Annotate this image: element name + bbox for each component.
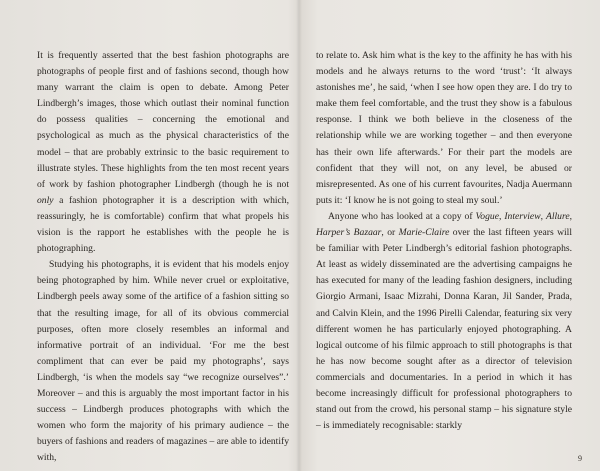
paragraph xyxy=(37,48,289,257)
text-run: a fashion photographer it is a description with which, reassuringly, he is comfortable) confirm that what propels his vision is the rapport he establishes with the people he is photographing. xyxy=(37,194,289,255)
paragraph xyxy=(37,257,289,466)
page-number: 9 xyxy=(578,454,582,463)
text-run: It is frequently asserted that the best fashion photographs are photographs of people first and of fashions second, though how many warrant the claim is open to debate. Among Peter Lindbergh’s images, those which outlast their nominal function do possess qualities – concerning the emotional and psychological as much as the physical characteristics of the model – that are probably extrinsic to the basic requirement to illustrate styles. These highlights from the ten most recent years of work by fashion photographer Lindbergh (though he is not xyxy=(37,50,289,190)
text-run: Anyone who has looked at a copy of xyxy=(328,210,476,222)
italic-text: Interview xyxy=(504,210,541,222)
left-text-column xyxy=(37,48,289,466)
text-run: to relate to. Ask him what is the key to the affinity he has with his models and he always returns to the word ‘trust’: ‘It always astonishes me’, he said, ‘when I see how open they are. I do try to make them feel comfortable, and the trust they show is a fabulous response. I think we both believe in the closeness of the relationship while we are working together – and then everyone has their own life afterwards.’ For their part the models are confident that they will not, on any level, be abused or misrepresented. As one of his current favourites, Nadja Auermann puts it: ‘I know he is not going to steal my soul.’ xyxy=(316,50,572,206)
italic-text: Allure xyxy=(545,210,570,222)
page-gutter xyxy=(296,0,302,471)
italic-text: Vogue xyxy=(475,210,499,222)
italic-text: Marie-Claire xyxy=(398,227,450,239)
text-run: , xyxy=(569,210,573,222)
italic-text: only xyxy=(37,194,54,206)
text-run: , xyxy=(498,210,505,222)
text-run: , or xyxy=(381,227,399,239)
text-run: , xyxy=(540,210,546,222)
italic-text: Harper’s Bazaar xyxy=(316,227,382,239)
text-run: Studying his photographs, it is evident that his models enjoy being photographed by him. While never cruel or exploitative, Lindbergh peels away some of the artifice of a fashion sitting so that the resulting image, for all of its obvious commercial purposes, often more closely resembles an informal and informative portrait of an individual. ‘For me the best compliment that can ever be paid my photographs’, says Lindbergh, ‘is when the models say “we recognize ourselves”.’ Moreover – and this is arguably the most important factor in his success – Lindbergh produces photographs with which the women who form the majority of his primary audience – the buyers of fashions and readers of magazines – are able to identify with, xyxy=(37,259,289,464)
text-run: over the last fifteen years will be familiar with Peter Lindbergh’s editorial fashion photographs. At least as widely disseminated are the advertising campaigns he has executed for many of the leading fashion designers, including Giorgio Armani, Isaac Mizrahi, Donna Karan, Jil Sander, Prada, and Calvin Klein, and the 1996 Pirelli Calendar, featuring six very different women he has particularly enjoyed photographing. A logical outcome of his filmic approach to still photographs is that he has now become sought after as a director of television commercials and documentaries. In a period in which it has become increasingly difficult for professional photographers to stand out from the crowd, his personal stamp – his signature style – is immediately recognisable: starkly xyxy=(316,227,572,432)
paragraph xyxy=(316,48,572,209)
paragraph xyxy=(316,209,572,434)
right-text-column xyxy=(316,48,572,434)
